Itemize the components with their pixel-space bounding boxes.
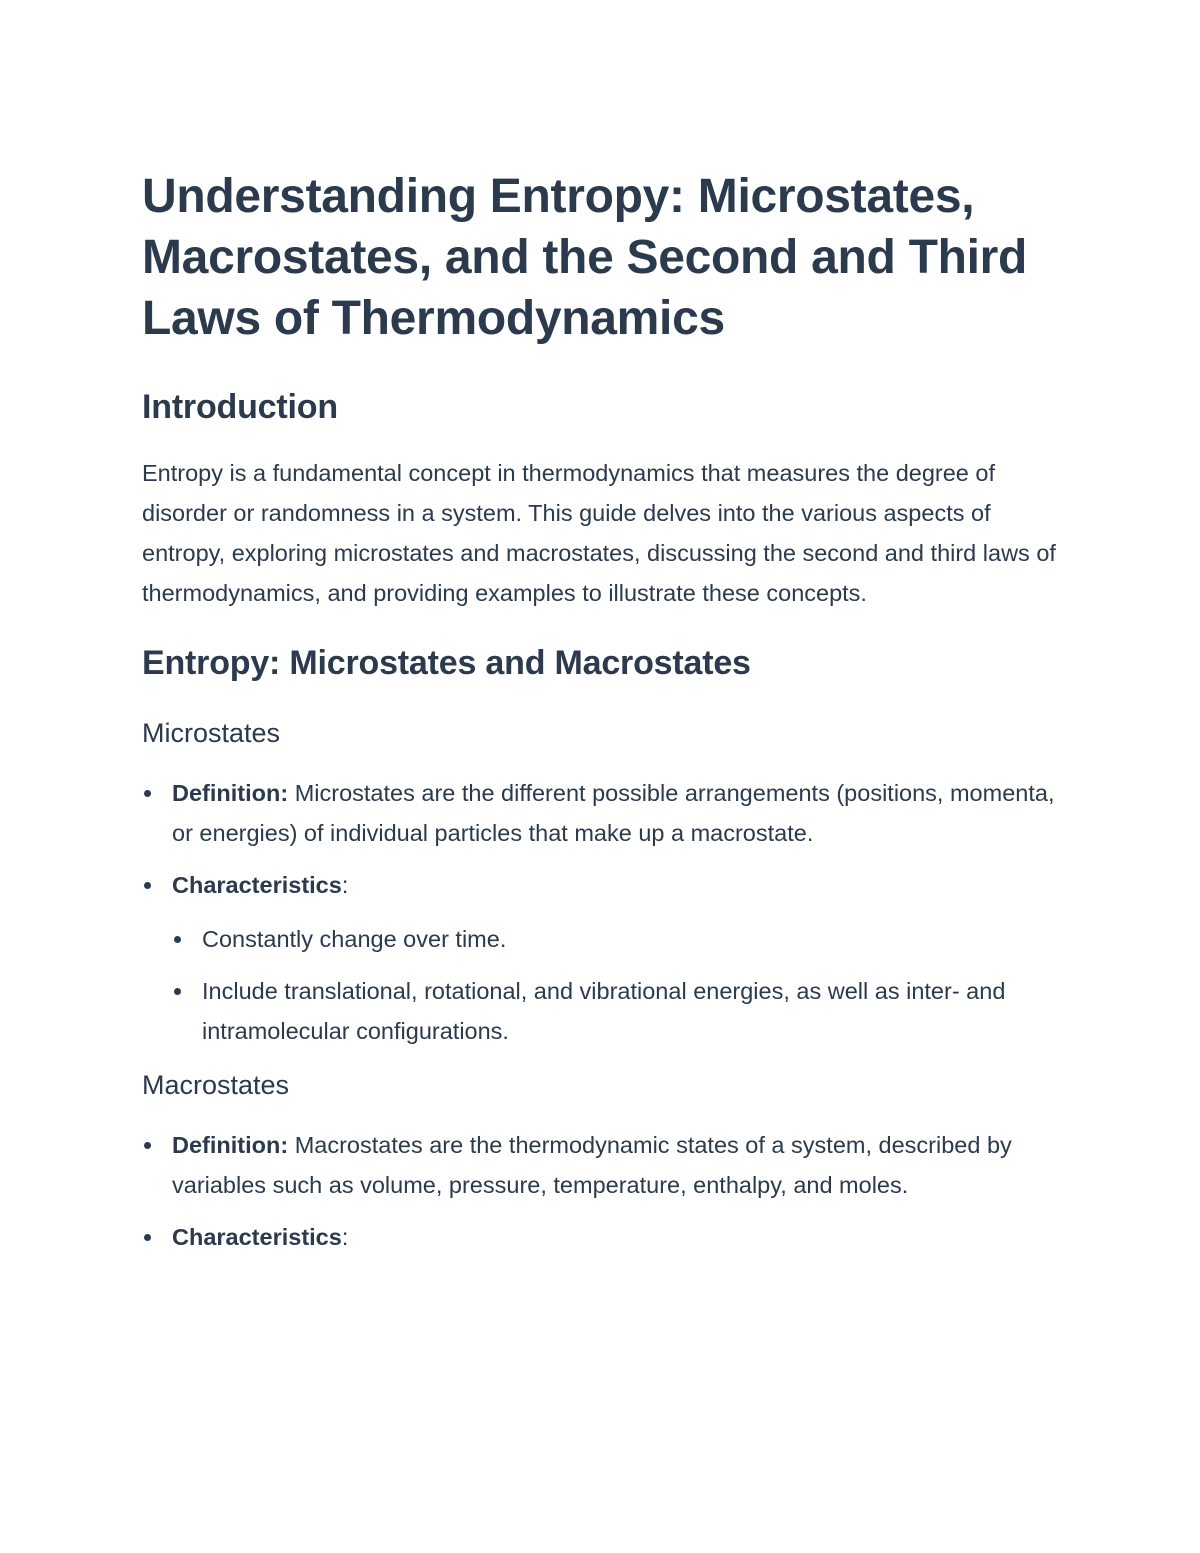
list-item — [172, 971, 1060, 1051]
macrostates-heading: Macrostates — [142, 1070, 290, 1100]
characteristics-label: Characteristics — [172, 1224, 342, 1250]
list-item — [142, 1125, 1060, 1205]
definition-text: Macrostates are the thermodynamic states of a system, described by variables such as volume, pressure, temperature, enthalpy, and moles. — [172, 1132, 1012, 1198]
definition-label: Definition: — [172, 1132, 289, 1158]
characteristic-text: Include translational, rotational, and vibrational energies, as well as inter- and intramolecular configurations. — [202, 978, 1006, 1044]
characteristics-label: Characteristics — [172, 872, 342, 898]
document-title: Understanding Entropy: Microstates, Macrostates, and the Second and Third Laws of Thermodynamics — [142, 170, 1028, 345]
characteristics-colon: : — [341, 872, 349, 898]
bullet-icon — [144, 790, 151, 797]
list-item — [172, 919, 1060, 959]
microstates-list — [142, 773, 1060, 1051]
bullet-icon — [174, 936, 181, 943]
characteristic-text: Constantly change over time. — [202, 926, 507, 952]
characteristics-colon: : — [341, 1224, 349, 1250]
definition-text: Microstates are the different possible arrangements (positions, momenta, or energies) of individual particles that make up a macrostate. — [172, 780, 1055, 846]
definition-label: Definition: — [172, 780, 289, 806]
bullet-icon — [144, 1142, 151, 1149]
list-item — [142, 1217, 1060, 1257]
bullet-icon — [144, 1234, 151, 1241]
entropy-section-heading: Entropy: Microstates and Macrostates — [142, 644, 751, 682]
introduction-heading: Introduction — [142, 388, 338, 426]
list-item — [142, 773, 1060, 853]
bullet-icon — [144, 882, 151, 889]
microstates-heading: Microstates — [142, 718, 281, 748]
microstates-characteristics-list — [172, 919, 1060, 1051]
introduction-paragraph: Entropy is a fundamental concept in thermodynamics that measures the degree of disorder or randomness in a system. This guide delves into the various aspects of entropy, exploring microstates and macrostates, discussing the second and third laws of thermodynamics, and providing examples to illustrate these concepts. — [142, 460, 1056, 606]
list-item — [142, 865, 1060, 1051]
bullet-icon — [174, 988, 181, 995]
macrostates-list — [142, 1125, 1060, 1257]
